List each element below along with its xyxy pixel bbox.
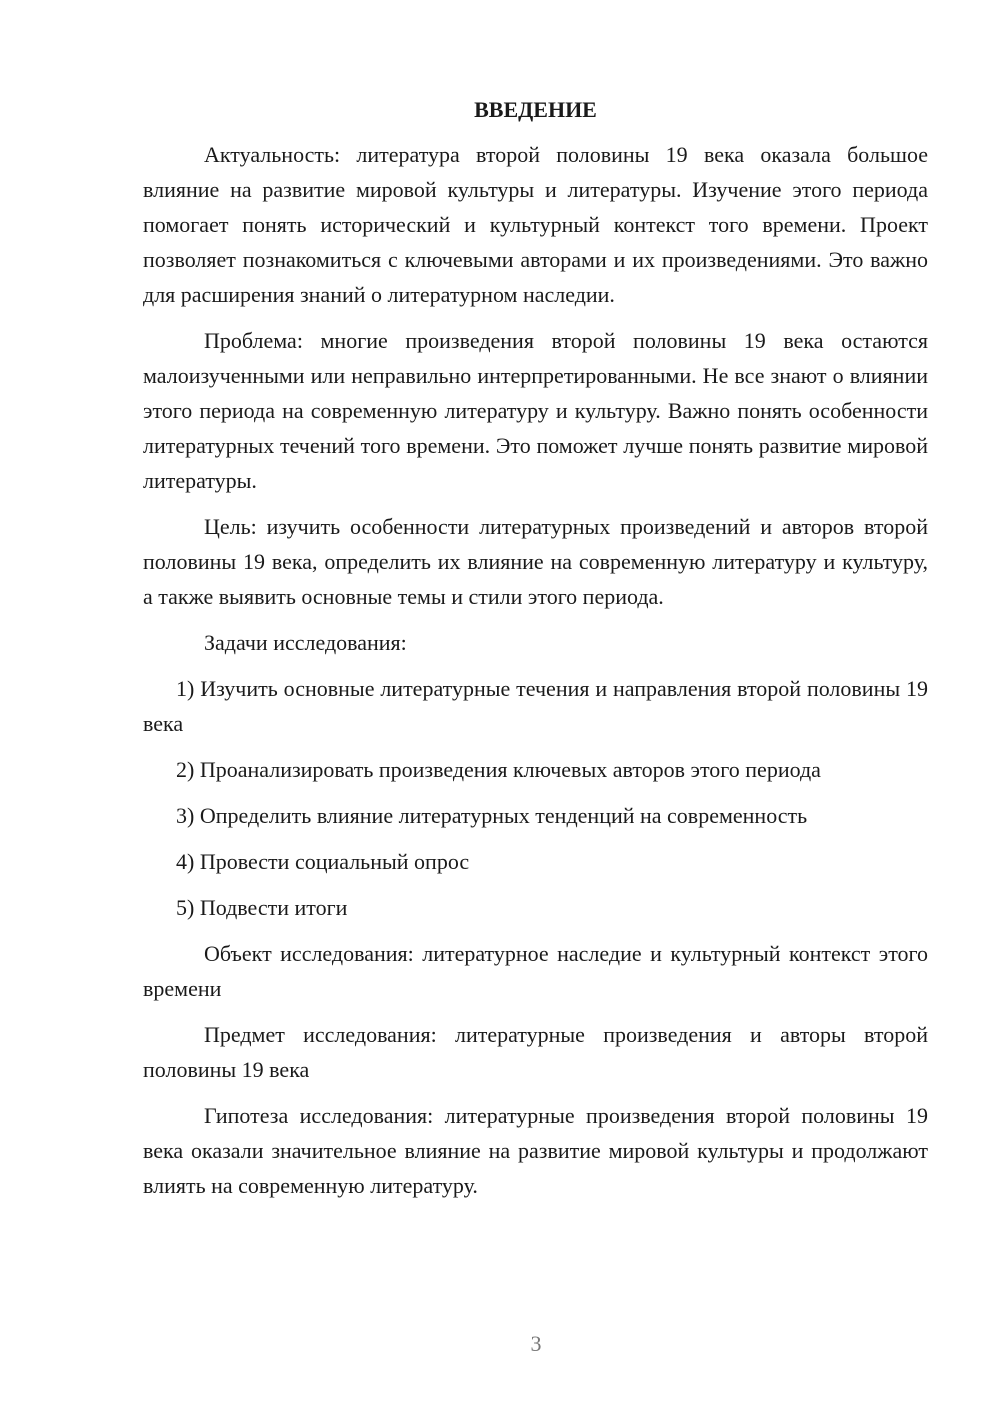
page-body <box>143 92 928 1214</box>
relevance-paragraph: Актуальность: литература второй половины 19 века оказала большое влияние на развитие мировой культуры и литературы. Изучение этого периода помогает понять исторический и культурный контекст того времени. Проект позволяет познакомиться с ключевыми авторами и их произведениями. Это важно для расширения знаний о литературном наследии. <box>143 142 928 307</box>
page-number: 3 <box>530 1331 542 1356</box>
task-item-1: 1) Изучить основные литературные течения и направления второй половины 19 века <box>143 676 928 736</box>
task-item-2: 2) Проанализировать произведения ключевых авторов этого периода <box>176 757 821 782</box>
problem-paragraph: Проблема: многие произведения второй половины 19 века остаются малоизученными или неправильно интерпретированными. Не все знают о влиянии этого периода на современную литературу и культуру. Важно понять особенности литературных течений того времени. Это поможет лучше понять развитие мировой литературы. <box>143 328 928 493</box>
goal-paragraph: Цель: изучить особенности литературных произведений и авторов второй половины 19 века, определить их влияние на современную литературу и культуру, а также выявить основные темы и стили этого периода. <box>143 514 928 609</box>
task-item-3: 3) Определить влияние литературных тенденций на современность <box>176 803 808 828</box>
hypothesis-paragraph: Гипотеза исследования: литературные произведения второй половины 19 века оказали значительное влияние на развитие мировой культуры и продолжают влиять на современную литературу. <box>143 1103 928 1198</box>
page-title: ВВЕДЕНИЕ <box>474 97 597 122</box>
task-item-4: 4) Провести социальный опрос <box>176 849 470 874</box>
object-paragraph: Объект исследования: литературное наследие и культурный контекст этого времени <box>143 941 928 1001</box>
subject-paragraph: Предмет исследования: литературные произведения и авторы второй половины 19 века <box>143 1022 928 1082</box>
tasks-heading: Задачи исследования: <box>204 630 407 655</box>
task-item-5: 5) Подвести итоги <box>176 895 348 920</box>
